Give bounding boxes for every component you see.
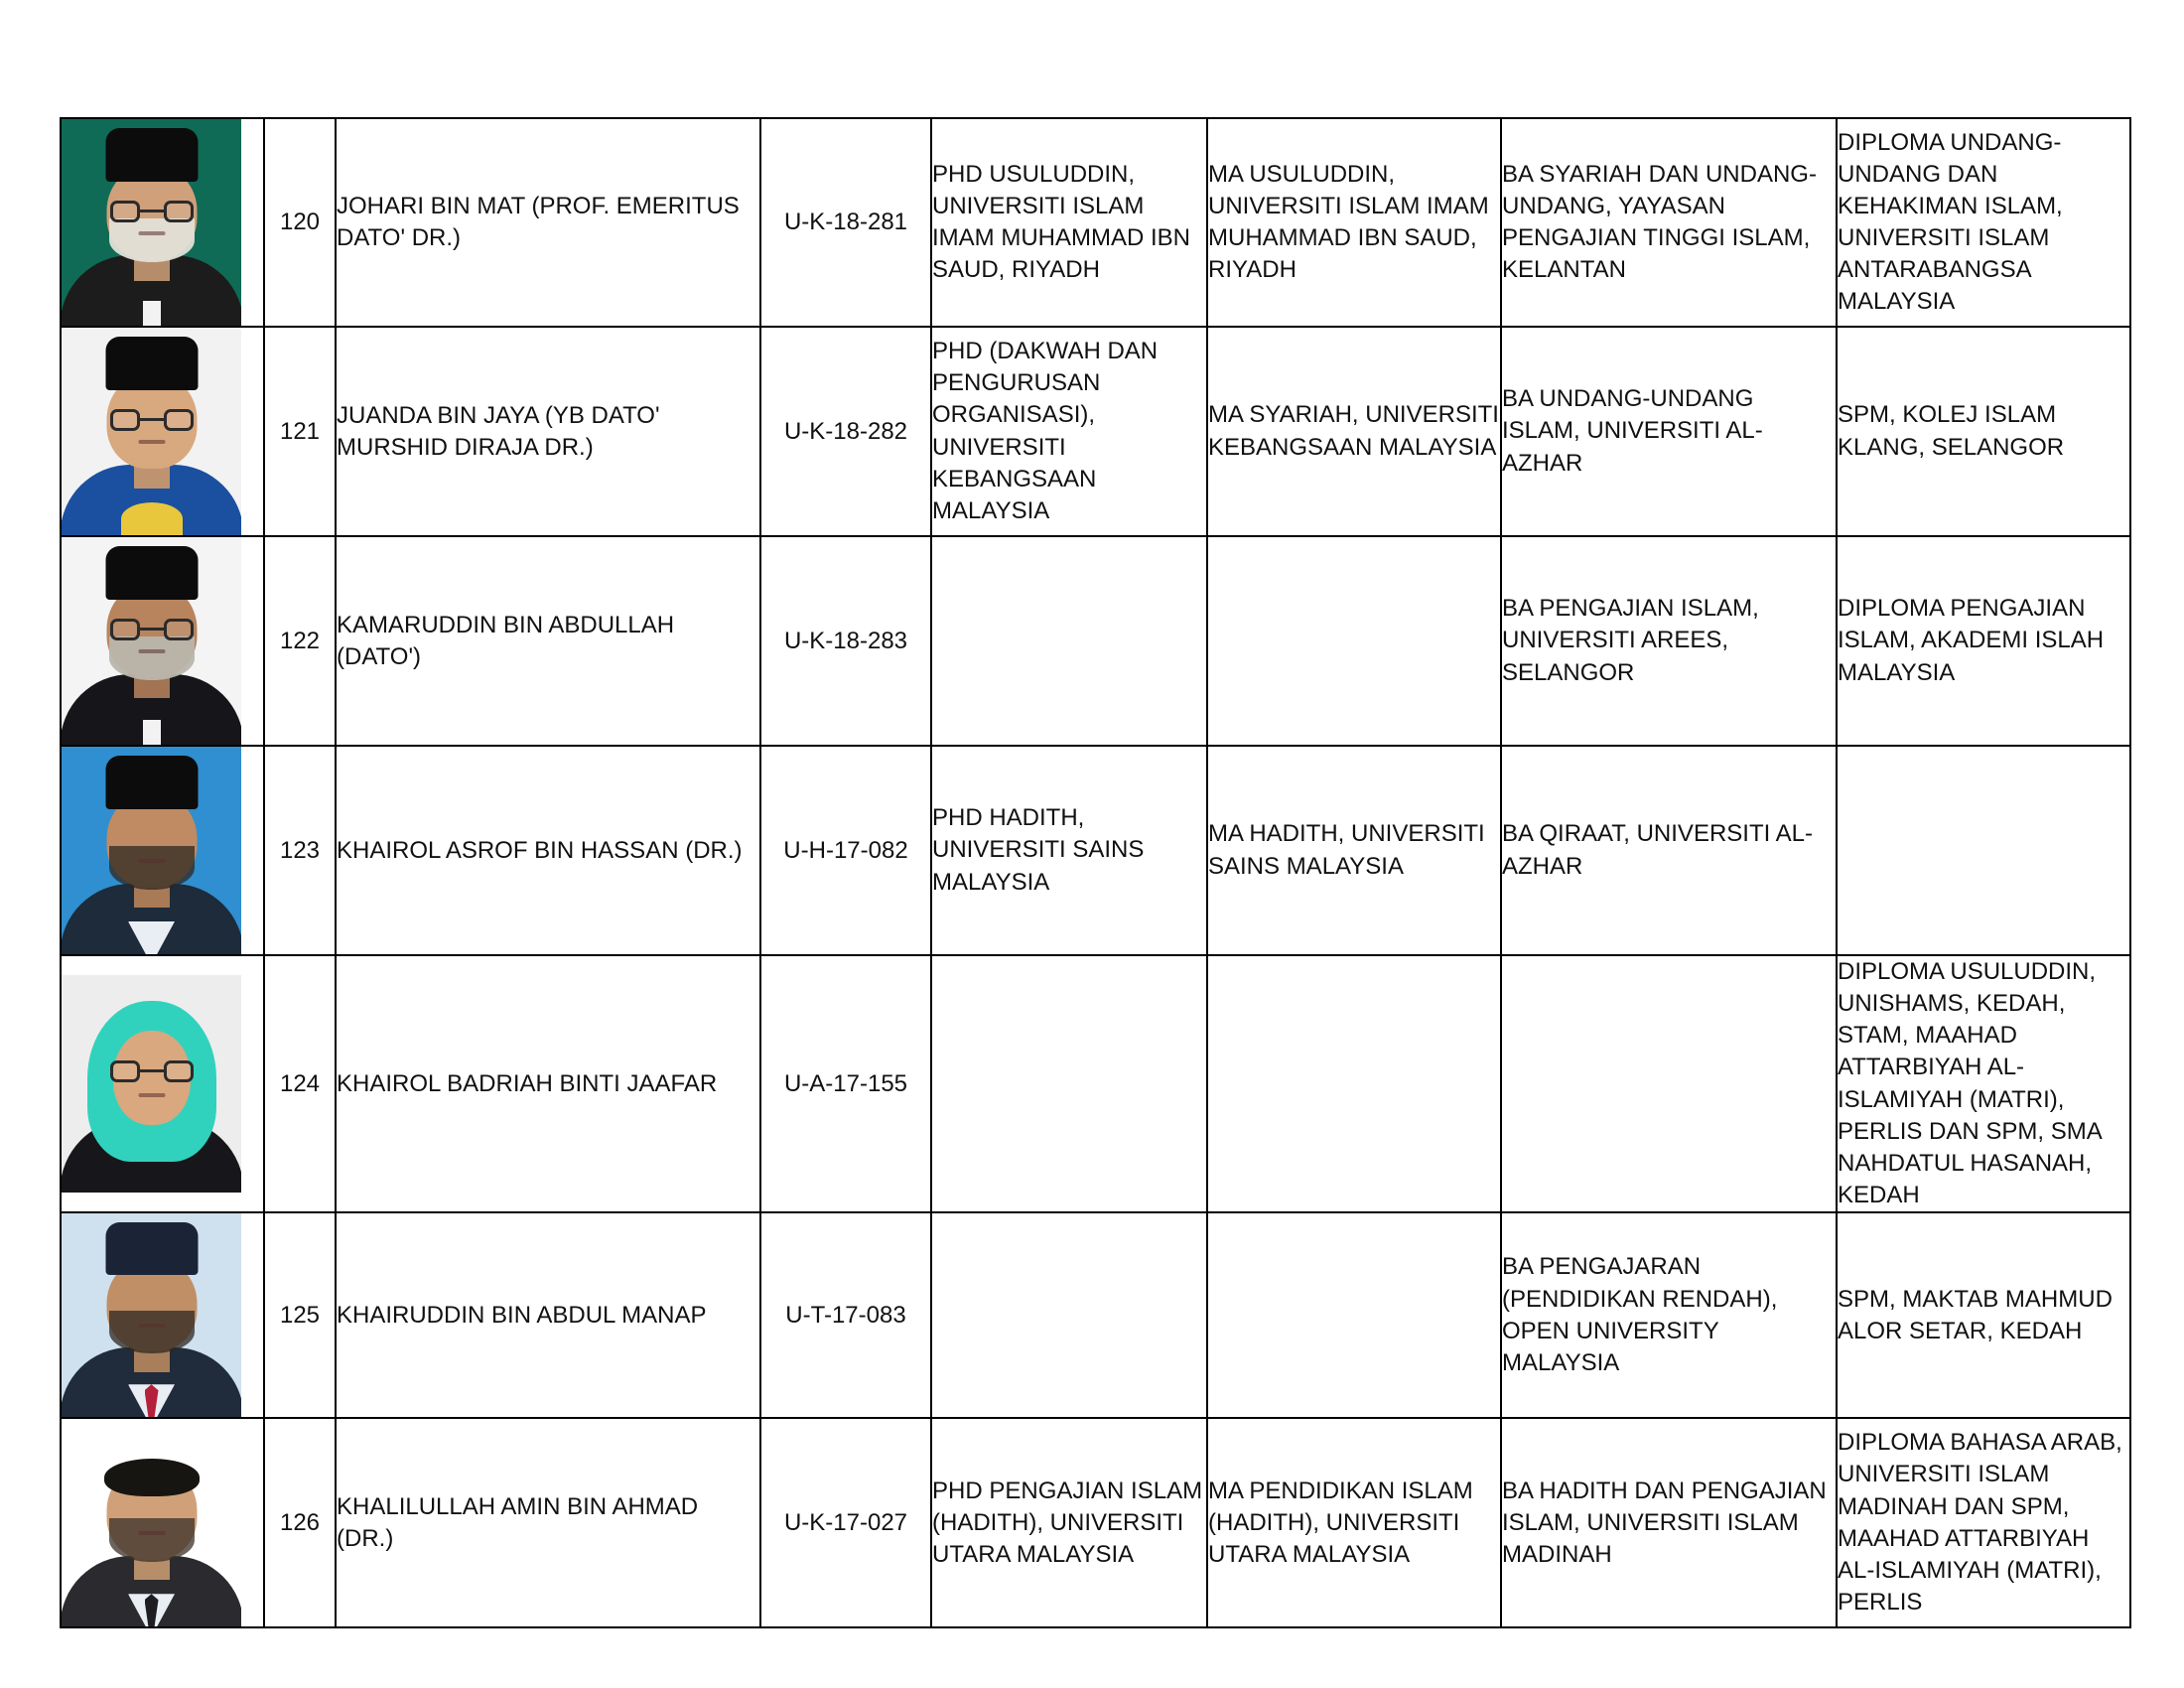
person-photo-cell [61, 746, 264, 955]
portrait-khairuddin-bin-abdul-manap [62, 1213, 241, 1417]
person-photo-cell [61, 1212, 264, 1418]
portrait-kamaruddin-bin-abdullah [62, 537, 241, 745]
qualification-2 [1207, 955, 1501, 1212]
table-body [61, 118, 2130, 1627]
qualification-3: BA QIRAAT, UNIVERSITI AL-AZHAR [1501, 746, 1837, 955]
table-row [61, 1418, 2130, 1627]
registration-code: U-K-17-027 [760, 1418, 931, 1627]
person-name: KHAIROL ASROF BIN HASSAN (DR.) [336, 746, 760, 955]
qualification-4: SPM, MAKTAB MAHMUD ALOR SETAR, KEDAH [1837, 1212, 2130, 1418]
registration-code: U-K-18-283 [760, 536, 931, 746]
qualification-4 [1837, 746, 2130, 955]
qualification-3: BA SYARIAH DAN UNDANG-UNDANG, YAYASAN PENGAJIAN TINGGI ISLAM, KELANTAN [1501, 118, 1837, 327]
qualification-4: DIPLOMA PENGAJIAN ISLAM, AKADEMI ISLAH MALAYSIA [1837, 536, 2130, 746]
row-number: 125 [264, 1212, 336, 1418]
qualifications-table [60, 117, 2131, 1628]
table-row [61, 746, 2130, 955]
qualification-1: PHD HADITH, UNIVERSITI SAINS MALAYSIA [931, 746, 1207, 955]
qualification-3 [1501, 955, 1837, 1212]
registration-code: U-A-17-155 [760, 955, 931, 1212]
portrait-khairol-badriah-binti-jaafar [62, 975, 241, 1193]
portrait-juanda-bin-jaya [62, 328, 241, 535]
table-row [61, 955, 2130, 1212]
person-photo-cell [61, 327, 264, 536]
person-name: KHAIRUDDIN BIN ABDUL MANAP [336, 1212, 760, 1418]
portrait-khalilullah-amin-bin-ahmad [62, 1419, 241, 1626]
row-number: 120 [264, 118, 336, 327]
row-number: 126 [264, 1418, 336, 1627]
portrait-johari-bin-mat [62, 119, 241, 326]
qualification-2: MA SYARIAH, UNIVERSITI KEBANGSAAN MALAYSIA [1207, 327, 1501, 536]
qualification-2: MA HADITH, UNIVERSITI SAINS MALAYSIA [1207, 746, 1501, 955]
table-row [61, 536, 2130, 746]
qualification-1: PHD USULUDDIN, UNIVERSITI ISLAM IMAM MUHAMMAD IBN SAUD, RIYADH [931, 118, 1207, 327]
registration-code: U-K-18-281 [760, 118, 931, 327]
person-name: JOHARI BIN MAT (PROF. EMERITUS DATO' DR.) [336, 118, 760, 327]
qualification-4: DIPLOMA USULUDDIN, UNISHAMS, KEDAH, STAM, MAAHAD ATTARBIYAH AL-ISLAMIYAH (MATRI), PERLIS DAN SPM, SMA NAHDATUL HASANAH, KEDAH [1837, 955, 2130, 1212]
table-row [61, 327, 2130, 536]
qualification-1 [931, 536, 1207, 746]
qualification-3: BA PENGAJARAN (PENDIDIKAN RENDAH), OPEN UNIVERSITY MALAYSIA [1501, 1212, 1837, 1418]
row-number: 123 [264, 746, 336, 955]
person-photo-cell [61, 955, 264, 1212]
qualification-1: PHD (DAKWAH DAN PENGURUSAN ORGANISASI), UNIVERSITI KEBANGSAAN MALAYSIA [931, 327, 1207, 536]
person-name: KHALILULLAH AMIN BIN AHMAD (DR.) [336, 1418, 760, 1627]
qualification-4: DIPLOMA BAHASA ARAB, UNIVERSITI ISLAM MADINAH DAN SPM, MAAHAD ATTARBIYAH AL-ISLAMIYAH (MATRI), PERLIS [1837, 1418, 2130, 1627]
qualification-2: MA USULUDDIN, UNIVERSITI ISLAM IMAM MUHAMMAD IBN SAUD, RIYADH [1207, 118, 1501, 327]
person-photo-cell [61, 536, 264, 746]
registration-code: U-K-18-282 [760, 327, 931, 536]
qualification-2 [1207, 1212, 1501, 1418]
qualification-4: SPM, KOLEJ ISLAM KLANG, SELANGOR [1837, 327, 2130, 536]
person-photo-cell [61, 118, 264, 327]
person-photo-cell [61, 1418, 264, 1627]
qualification-3: BA UNDANG-UNDANG ISLAM, UNIVERSITI AL-AZHAR [1501, 327, 1837, 536]
row-number: 122 [264, 536, 336, 746]
registration-code: U-H-17-082 [760, 746, 931, 955]
person-name: KHAIROL BADRIAH BINTI JAAFAR [336, 955, 760, 1212]
table-row [61, 1212, 2130, 1418]
table-row [61, 118, 2130, 327]
portrait-khairol-asrof-bin-hassan [62, 747, 241, 954]
registration-code: U-T-17-083 [760, 1212, 931, 1418]
qualification-2: MA PENDIDIKAN ISLAM (HADITH), UNIVERSITI UTARA MALAYSIA [1207, 1418, 1501, 1627]
qualification-4: DIPLOMA UNDANG-UNDANG DAN KEHAKIMAN ISLAM, UNIVERSITI ISLAM ANTARABANGSA MALAYSIA [1837, 118, 2130, 327]
qualification-3: BA PENGAJIAN ISLAM, UNIVERSITI AREES, SELANGOR [1501, 536, 1837, 746]
row-number: 124 [264, 955, 336, 1212]
qualification-1 [931, 1212, 1207, 1418]
qualification-2 [1207, 536, 1501, 746]
qualification-1: PHD PENGAJIAN ISLAM (HADITH), UNIVERSITI UTARA MALAYSIA [931, 1418, 1207, 1627]
row-number: 121 [264, 327, 336, 536]
person-name: KAMARUDDIN BIN ABDULLAH (DATO') [336, 536, 760, 746]
person-name: JUANDA BIN JAYA (YB DATO' MURSHID DIRAJA DR.) [336, 327, 760, 536]
qualification-3: BA HADITH DAN PENGAJIAN ISLAM, UNIVERSITI ISLAM MADINAH [1501, 1418, 1837, 1627]
qualification-1 [931, 955, 1207, 1212]
